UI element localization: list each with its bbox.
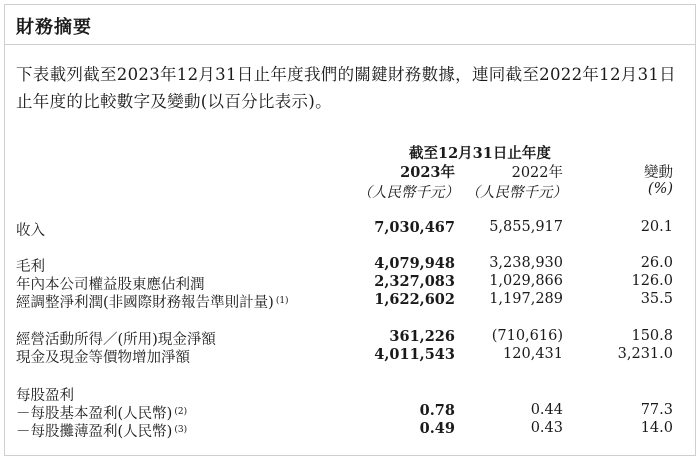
table-row <box>5 291 695 309</box>
header-unit-2023: （人民幣千元） <box>357 185 459 201</box>
header-year-2023: 2023年 <box>400 164 455 181</box>
value-2022: 120,431 <box>503 346 563 362</box>
header-percent-unit: (%) <box>647 181 673 197</box>
row-note: (2) <box>174 407 188 417</box>
row-label: 收入 <box>16 223 45 239</box>
row-label: －每股攤薄盈利(人民幣) <box>16 424 173 440</box>
value-change: 3,231.0 <box>617 346 673 362</box>
value-change: 14.0 <box>640 420 673 436</box>
value-2023: 4,079,948 <box>374 255 455 272</box>
row-label: 每股盈利 <box>16 388 74 404</box>
intro-paragraph: 下表載列截至2023年12月31日止年度我們的關鍵財務數據，連同截至2022年12月31日止年度的比較數字及變動(以百分比表示)。 <box>16 65 676 111</box>
value-2022: 1,029,866 <box>489 273 563 289</box>
value-change: 35.5 <box>640 291 673 307</box>
row-label: 毛利 <box>16 259 45 275</box>
value-2022: 0.44 <box>530 402 563 418</box>
table-row <box>5 328 695 346</box>
value-2023: 1,622,602 <box>374 291 455 308</box>
row-label: 經調整淨利潤(非國際財務報告準則計量) <box>16 295 274 311</box>
value-2023: 0.78 <box>419 402 455 419</box>
value-change: 150.8 <box>631 328 673 344</box>
row-label: －每股基本盈利(人民幣) <box>16 406 173 422</box>
table-row <box>5 420 695 438</box>
financial-summary-panel <box>4 4 696 456</box>
row-note: (3) <box>174 425 188 435</box>
header-year-2022: 2022年 <box>511 165 563 181</box>
table-row <box>5 346 695 364</box>
row-label: 經營活動所得／(所用)現金淨額 <box>16 332 216 348</box>
value-change: 20.1 <box>640 219 673 235</box>
table-row <box>5 273 695 291</box>
value-2023: 0.49 <box>419 420 455 437</box>
value-change: 126.0 <box>631 273 673 289</box>
value-2022: 3,238,930 <box>489 255 563 271</box>
table-row <box>5 255 695 273</box>
row-label: 現金及現金等價物增加淨額 <box>16 350 190 366</box>
table-row <box>5 219 695 237</box>
value-change: 26.0 <box>640 255 673 271</box>
value-2023: 4,011,543 <box>374 346 455 363</box>
value-2023: 7,030,467 <box>374 219 455 236</box>
table-row <box>5 402 695 420</box>
page-title: 財務摘要 <box>16 17 92 38</box>
value-change: 77.3 <box>640 402 673 418</box>
value-2023: 361,226 <box>389 328 455 345</box>
value-2023: 2,327,083 <box>374 273 455 290</box>
value-2022: 1,197,289 <box>489 291 563 307</box>
value-2022: 0.43 <box>530 420 563 436</box>
header-change: 變動 <box>644 165 673 181</box>
row-note: (1) <box>275 296 289 306</box>
title-bar <box>5 5 695 45</box>
table-row <box>5 384 695 402</box>
value-2022: 5,855,917 <box>489 219 563 235</box>
row-label: 年內本公司權益股東應佔利潤 <box>16 277 205 293</box>
header-unit-2022: （人民幣千元） <box>465 185 567 201</box>
value-2022: (710,616) <box>491 328 563 344</box>
header-period: 截至12月31日止年度 <box>409 145 551 162</box>
